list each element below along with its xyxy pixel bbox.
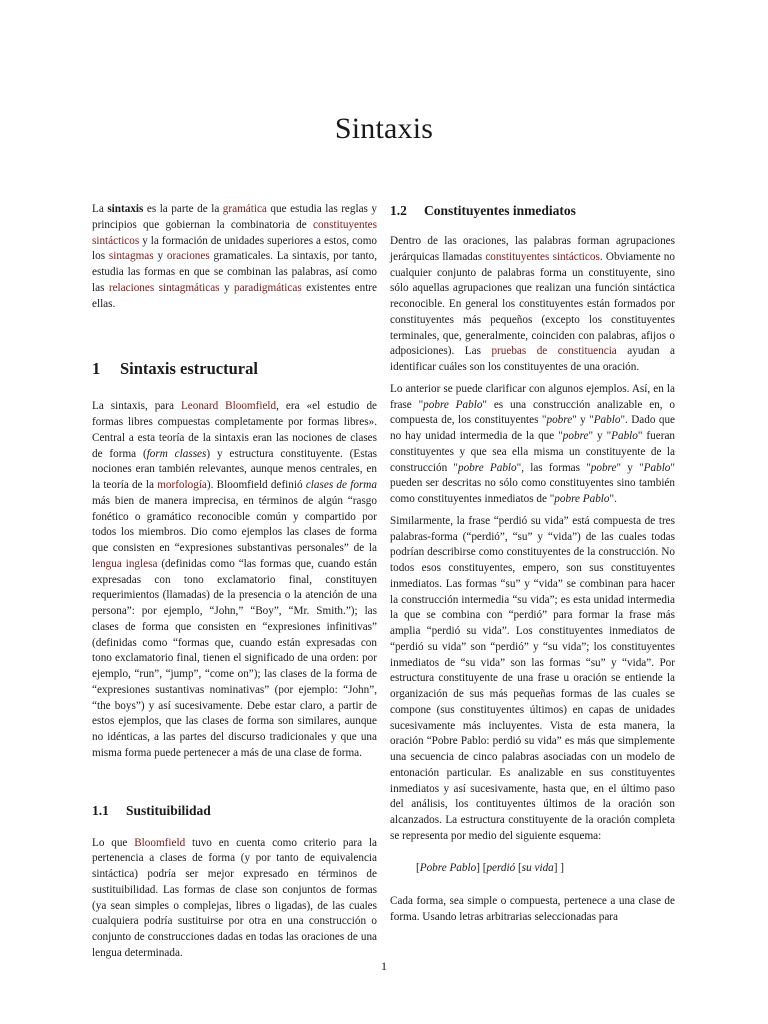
- section-title: Sustituibilidad: [126, 802, 211, 818]
- section-title: Sintaxis estructural: [120, 359, 258, 379]
- link-lengua-inglesa[interactable]: lengua inglesa: [92, 557, 158, 570]
- right-column: [390, 202, 675, 926]
- section-1-paragraph: La sintaxis, para Leonard Bloomfield, era «el estudio de formas libres compuestas completamente por formas libres». Central a esta teoría de la sintaxis eran las nociones de clases de forma (form classes) y estructura constituyente. (Estas nociones eran también relevantes, aunque menos centrales, en la teoría de la morfología). Bloomfield definió clases de forma más bien de manera imprecisa, en términos de algún “rasgo fonético o gramático reconocible común y compartido por todos los miembros. Dio como ejemplos las clases de forma que consisten en “expresiones substantivas personales” de la lengua inglesa (definidas como “las formas que, cuando están expresadas con tono exclamatorio final, constituyen requerimientos (llamadas) de la presencia o la atención de una persona”: por ejemplo, “John,” “Boy”, “Mr. Smith.”); las clases de forma que consisten en “expresiones infinitivas” (definidas como “formas que, cuando están expresadas con tono exclamatorio final, tienen el significado de una orden: por ejemplo, “run”, “jump”, “come on”); las clases de la forma de “expresiones sustantivas nominativas” (por ejemplo: “John”, “the boys”) y así sucesivamente. Debe estar claro, a partir de estos ejemplos, que las clases de forma son similares, aunque no idénticas, a las partes del discurso tradicionales y que una misma forma puede pertenecer a más de una clase de forma.: [92, 400, 378, 759]
- section-1-2-paragraph-4: Cada forma, sea simple o compuesta, pertenece a una clase de forma. Usando letras arbitrarias seleccionadas para: [390, 895, 675, 923]
- term-sintaxis: sintaxis: [107, 203, 144, 215]
- section-1-2-paragraph-3: Similarmente, la frase “perdió su vida” está compuesta de tres palabras-forma (“perdió”, “su” y “vida”) de las cuales todas podrían describirse como constituyentes de la construcción. No todos esos constituyentes, empero, son sus constituyentes inmediatos. Las formas “su” y “vida” se combinan para hacer la construcción intermedia “su vida”; es esta unidad intermedia la que se combina con “perdió” para formar la frase más amplia “perdió su vida”. Los constituyentes inmediatos de “perdió su vida” son “perdió” y “su vida”; los constituyentes inmediatos de “su vida” son las formas “su” y “vida”. Por estructura constituyente de una frase u oración se entiende la organización de sus más pequeñas formas de las cuales se compone (sus constituyentes últimos) en capas de unidades sucesivamente más incluyentes. Vista de esta manera, la oración “Pobre Pablo: perdió su vida” es más que simplemente una secuencia de cinco palabras asociadas con un modelo de entonación particular. Es analizable en sus constituyentes inmediatos y así sucesivamente, hasta que, en el último paso del análisis, los contituyentes últimos de la oración son alcanzados. La estructura constituyente de la oración completa se representa por medio del siguiente esquema:: [390, 514, 675, 842]
- link-relaciones-sintagmaticas[interactable]: relaciones sintagmáticas: [108, 281, 220, 294]
- section-heading-1-1: [92, 802, 377, 820]
- link-constituyentes-sintacticos-2[interactable]: constituyentes sintácticos: [485, 250, 600, 263]
- link-paradigmaticas[interactable]: paradigmáticas: [233, 281, 302, 294]
- link-constituyentes-sintacticos[interactable]: constituyentes sintácticos: [92, 218, 377, 247]
- section-heading-1-2: [390, 202, 675, 220]
- section-1-2-paragraph-1: Dentro de las oraciones, las palabras forman agrupaciones jerárquicas llamadas constituyentes sintácticos. Obviamente no cualquier conjunto de palabras forma un constituyente, sino sólo aquellas agrupaciones que realizan una función sintáctica reconocible. En general los constituyentes están formados por constituyentes más pequeños (excepto los constituyentes terminales, que, generalmente, coinciden con palabras, afijos o adposiciones). Las pruebas de constituencia ayudan a identificar cuáles son los constituyentes de una oración.: [390, 235, 676, 373]
- link-morfologia[interactable]: morfología: [157, 479, 207, 491]
- section-number: 1.1: [92, 802, 109, 818]
- section-1-2-paragraph-2: Lo anterior se puede clarificar con algunos ejemplos. Así, en la frase "pobre Pablo" es una construcción analizable en, o compuesta de, los constituyentes "pobre" y "Pablo". Dado que no hay unidad intermedia de la que "pobre" y "Pablo" fueran constituyentes y que sea ella misma un constituyente de la construcción "pobre Pablo", las formas "pobre" y "Pablo" pueden ser descritas no sólo como constituyentes sino también como constituyentes inmediatos de "pobre Pablo".: [390, 382, 676, 505]
- constituent-structure-scheme: [Pobre Pablo] [perdió [su vida] ]: [416, 861, 565, 874]
- section-number: 1: [92, 359, 101, 379]
- link-gramatica[interactable]: gramática: [222, 203, 267, 215]
- link-leonard-bloomfield[interactable]: Leonard Bloomfield: [180, 400, 277, 413]
- link-sintagmas[interactable]: sintagmas: [108, 250, 154, 263]
- page-title: Sintaxis: [334, 112, 434, 145]
- section-heading-1: [92, 359, 377, 379]
- link-oraciones[interactable]: oraciones: [166, 250, 210, 263]
- page-number: 1: [381, 959, 387, 973]
- section-number: 1.2: [390, 203, 407, 218]
- intro-paragraph: La sintaxis es la parte de la gramática que estudia las reglas y principios que gobiernan la combinatoria de constituyentes sintácticos y la formación de unidades superiores a estos, como los sintagmas y oraciones gramaticales. La sintaxis, por tanto, estudia las formas en que se combinan las palabras, así como las relaciones sintagmáticas y paradigmáticas existentes entre ellas.: [92, 203, 378, 310]
- link-pruebas-de-constituencia[interactable]: pruebas de constituencia: [491, 345, 617, 358]
- left-column: [92, 202, 377, 962]
- section-title: Constituyentes inmediatos: [424, 203, 576, 218]
- link-bloomfield[interactable]: Bloomfield: [134, 836, 186, 849]
- section-1-1-paragraph: Lo que Bloomfield tuvo en cuenta como criterio para la pertenencia a clases de forma (y por tanto de equivalencia sintáctica) podría ser mejor expresado en términos de sustituibilidad. Las formas de clase son conjuntos de formas (ya sean simples o complejas, libres o ligadas), de las cuales cualquiera podría sustituirse por otra en una construcción o conjunto de construcciones dadas en todas las oraciones de una lengua determinada.: [92, 836, 377, 959]
